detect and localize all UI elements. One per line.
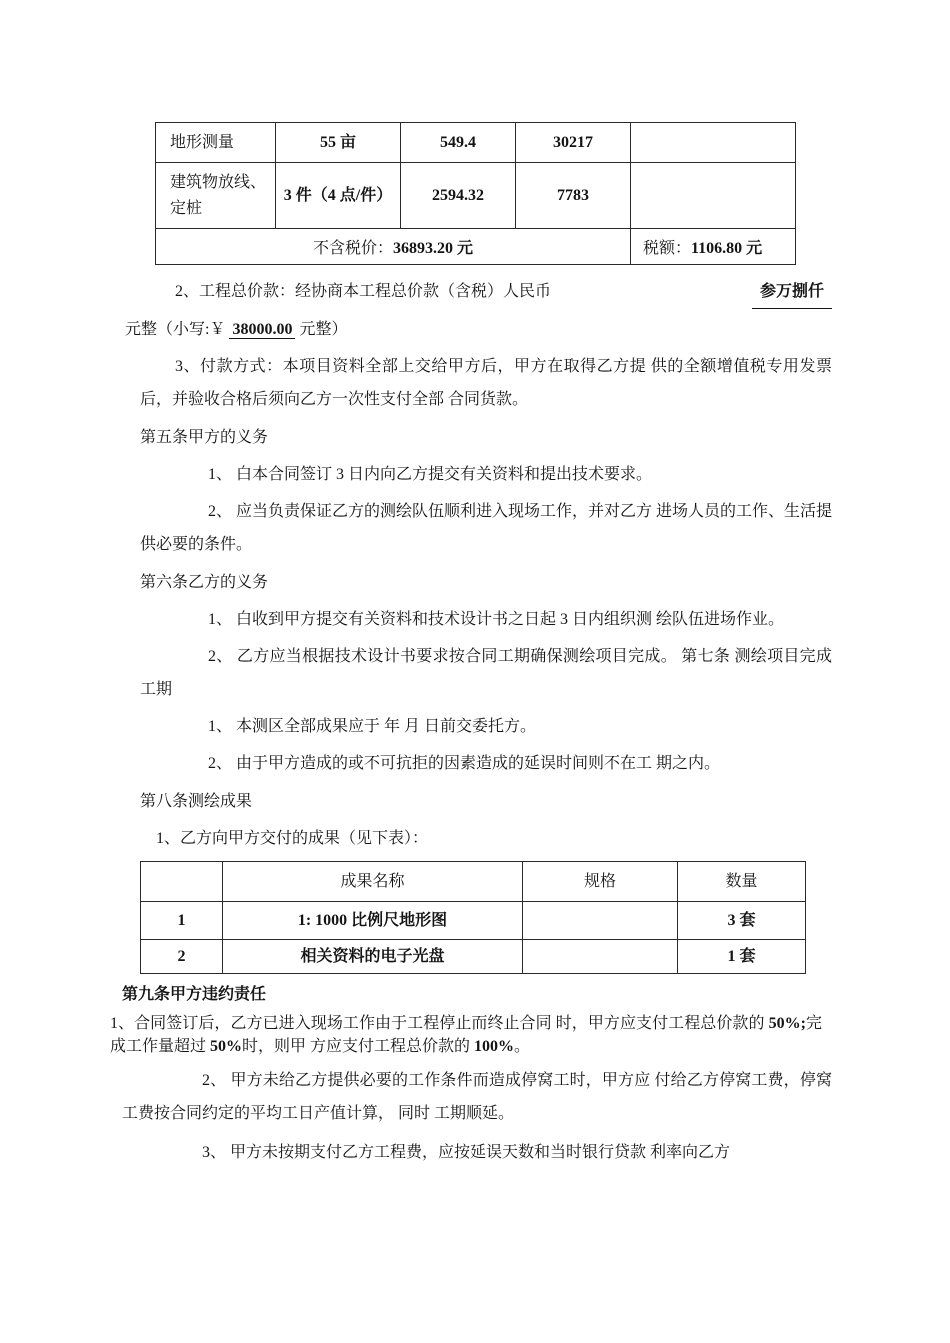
fee-amount-cell: 30217	[516, 123, 631, 163]
fee-price-cell: 549.4	[401, 123, 516, 163]
price-amount-chinese: 参万捌仟	[752, 275, 832, 309]
results-no-cell: 2	[141, 940, 223, 974]
breach-item1	[110, 1012, 832, 1058]
breach-pct-50b: 50%	[210, 1038, 243, 1055]
results-no-cell: 1	[141, 902, 223, 940]
results-name-cell: 1: 1000 比例尺地形图	[223, 902, 523, 940]
fee-subtotal-cell	[156, 229, 631, 265]
fee-note-cell	[631, 123, 796, 163]
results-header-qty: 数量	[678, 862, 806, 902]
breach-pct-100: 100%	[474, 1038, 515, 1055]
results-spec-cell	[523, 940, 678, 974]
breach-item1-text: 1、合同签订后，乙方已进入现场工作由于工程停止而终止合同 时，甲方应支付工程总价款的	[110, 1015, 769, 1032]
fee-table-summary-row	[156, 229, 796, 265]
clause8-heading: 第八条测绘成果	[140, 793, 253, 810]
clause7-item1: 1、 本测区全部成果应于 年 月 日前交委托方。	[208, 718, 537, 735]
breach-item2: 2、 甲方未给乙方提供必要的工作条件而造成停窝工时，甲方应 付给乙方停窝工费，停窝工费按合同约定的平均工日产值计算， 同时 工期顺延。	[122, 1072, 832, 1122]
payment-clause: 3、付款方式：本项目资料全部上交给甲方后，甲方在取得乙方提 供的全额增值税专用发票后，并验收合格后须向乙方一次性支付全部 合同货款。	[140, 358, 832, 408]
clause6-item2: 2、 乙方应当根据技术设计书要求按合同工期确保测绘项目完成。 第七条 测绘项目完成工期	[140, 648, 832, 698]
fee-item-cell: 建筑物放线、定桩	[156, 163, 276, 229]
fee-table	[155, 122, 796, 265]
clause5-item1: 1、 白本合同签订 3 日内向乙方提交有关资料和提出技术要求。	[208, 466, 653, 483]
results-header-row	[141, 862, 806, 902]
fee-amount-cell: 7783	[516, 163, 631, 229]
tax-label: 税额：	[643, 240, 692, 257]
results-row	[141, 940, 806, 974]
clause9-heading: 第九条甲方违约责任	[122, 986, 267, 1003]
tax-value: 1106.80 元	[691, 240, 763, 257]
results-qty-cell: 1 套	[678, 940, 806, 974]
fee-item-cell: 地形测量	[156, 123, 276, 163]
fee-price-cell: 2594.32	[401, 163, 516, 229]
subtotal-label: 不含税价：	[312, 240, 393, 257]
fee-note-cell	[631, 163, 796, 229]
clause6-item1: 1、 白收到甲方提交有关资料和技术设计书之日起 3 日内组织测 绘队伍进场作业。	[208, 611, 785, 628]
fee-table-row	[156, 163, 796, 229]
fee-qty-cell: 55 亩	[276, 123, 401, 163]
breach-item3: 3、 甲方未按期支付乙方工程费，应按延误天数和当时银行贷款 利率向乙方	[202, 1144, 731, 1161]
price-clause-text: 2、工程总价款：经协商本工程总价款（含税）人民币	[175, 283, 552, 300]
fee-table-row	[156, 123, 796, 163]
clause5-heading: 第五条甲方的义务	[140, 429, 269, 446]
price-line2-prefix: 元整（小写:￥	[125, 321, 230, 338]
breach-item1-text: 时，则甲 方应支付工程总价款的	[242, 1038, 475, 1055]
clauses-section	[125, 275, 833, 855]
results-header-spec: 规格	[523, 862, 678, 902]
results-name-cell: 相关资料的电子光盘	[223, 940, 523, 974]
price-clause-line1	[140, 275, 832, 309]
results-header-blank	[141, 862, 223, 902]
price-line2-suffix: 元整）	[295, 321, 348, 338]
clause7-item2: 2、 由于甲方造成的或不可抗拒的因素造成的延误时间则不在工 期之内。	[208, 755, 721, 772]
breach-section	[110, 982, 832, 1169]
price-amount-numeric: 38000.00	[229, 321, 295, 339]
results-row	[141, 902, 806, 940]
fee-tax-cell	[631, 229, 796, 265]
clause6-heading: 第六条乙方的义务	[140, 574, 269, 591]
results-spec-cell	[523, 902, 678, 940]
breach-item1-text: 完成工作量超过	[110, 1015, 822, 1055]
fee-qty-cell: 3 件（4 点/件）	[276, 163, 401, 229]
results-qty-cell: 3 套	[678, 902, 806, 940]
breach-item1-text: 。	[514, 1038, 531, 1055]
results-table	[140, 861, 806, 974]
results-header-name: 成果名称	[223, 862, 523, 902]
price-clause-line2	[125, 313, 832, 346]
clause8-intro: 1、乙方向甲方交付的成果（见下表）：	[156, 830, 429, 847]
subtotal-value: 36893.20 元	[393, 240, 474, 257]
clause5-item2: 2、 应当负责保证乙方的测绘队伍顺利进入现场工作，并对乙方 进场人员的工作、生活提供必要的条件。	[140, 503, 833, 553]
breach-pct-50a: 50%;	[768, 1015, 806, 1032]
